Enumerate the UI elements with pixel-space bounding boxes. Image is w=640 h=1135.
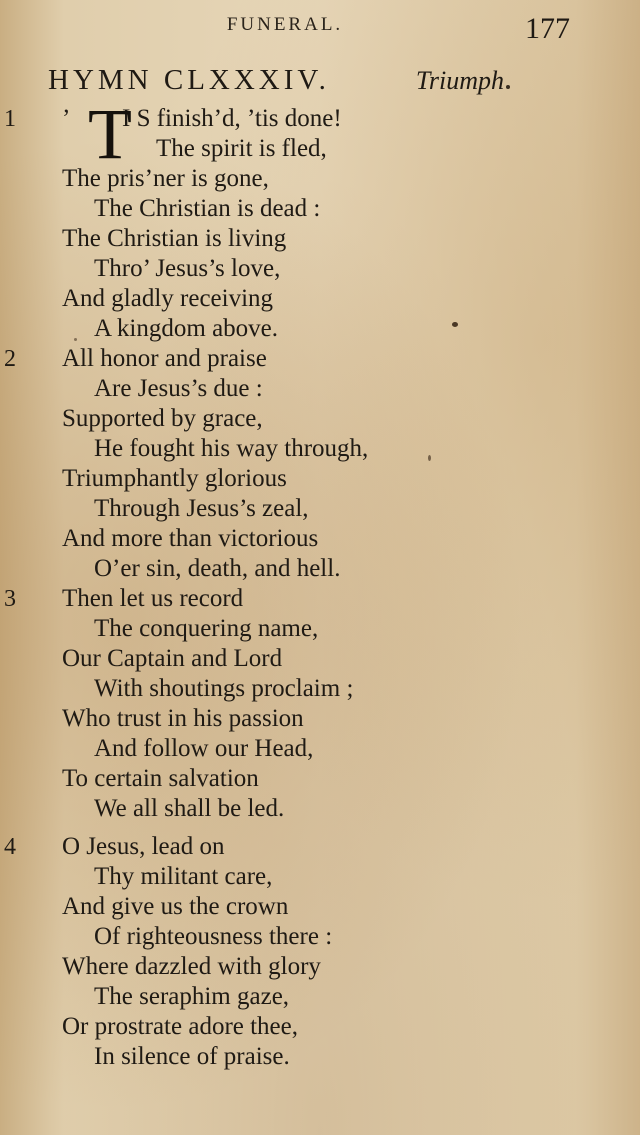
ink-speck bbox=[74, 338, 77, 341]
verse-line: The Christian is dead : bbox=[94, 195, 321, 222]
tune-name: Triumph bbox=[416, 66, 510, 96]
running-head: FUNERAL. bbox=[226, 14, 344, 35]
verse-line: And follow our Head, bbox=[94, 735, 314, 762]
verse-line: Supported by grace, bbox=[62, 405, 263, 432]
first-line-text: I S finish’d, ’tis done! bbox=[122, 105, 342, 132]
verse-line: And gladly receiving bbox=[62, 285, 274, 312]
verse-line: And give us the crown bbox=[62, 893, 289, 920]
verse-line: All honor and praise bbox=[62, 345, 267, 372]
page-number: 177 bbox=[525, 12, 570, 45]
stanza-number: 3 bbox=[4, 586, 16, 612]
verse-line: Who trust in his passion bbox=[62, 705, 304, 732]
stanza-number: 2 bbox=[4, 346, 16, 372]
verse-line: A kingdom above. bbox=[94, 315, 279, 342]
verse-line: The conquering name, bbox=[94, 615, 319, 642]
verse-line: Are Jesus’s due : bbox=[94, 375, 263, 402]
verse-line: The pris’ner is gone, bbox=[62, 165, 269, 192]
verse-line: Where dazzled with glory bbox=[62, 953, 321, 980]
hymn-heading: HYMN CLXXXIV. bbox=[48, 64, 330, 96]
verse-line: Of righteousness there : bbox=[94, 923, 333, 950]
verse-line: And more than victorious bbox=[62, 525, 319, 552]
ink-speck bbox=[452, 322, 458, 327]
verse-line: The Christian is living bbox=[62, 225, 287, 252]
verse-line: Or prostrate adore thee, bbox=[62, 1013, 298, 1040]
verse-line: He fought his way through, bbox=[94, 435, 369, 462]
verse-line: Thy militant care, bbox=[94, 863, 273, 890]
verse-line: Triumphantly glorious bbox=[62, 465, 287, 492]
verse-line: O Jesus, lead on bbox=[62, 833, 225, 860]
stanza-number: 1 bbox=[4, 106, 16, 132]
verse-line: Our Captain and Lord bbox=[62, 645, 283, 672]
stanza-number: 4 bbox=[4, 834, 16, 860]
first-line-apostrophe: ’ bbox=[62, 105, 71, 132]
verse-line: We all shall be led. bbox=[94, 795, 285, 822]
verse-line: With shoutings proclaim ; bbox=[94, 675, 354, 702]
verse-line: The seraphim gaze, bbox=[94, 983, 290, 1010]
verse-line: Through Jesus’s zeal, bbox=[94, 495, 309, 522]
hymn-second-line: The spirit is fled, bbox=[156, 135, 327, 162]
verse-line: O’er sin, death, and hell. bbox=[94, 555, 341, 582]
verse-line: In silence of praise. bbox=[94, 1043, 290, 1070]
verse-line: Thro’ Jesus’s love, bbox=[94, 255, 281, 282]
verse-line: To certain salvation bbox=[62, 765, 259, 792]
drop-cap-letter: T bbox=[88, 94, 132, 174]
verse-line: Then let us record bbox=[62, 585, 244, 612]
ink-speck bbox=[428, 455, 431, 461]
